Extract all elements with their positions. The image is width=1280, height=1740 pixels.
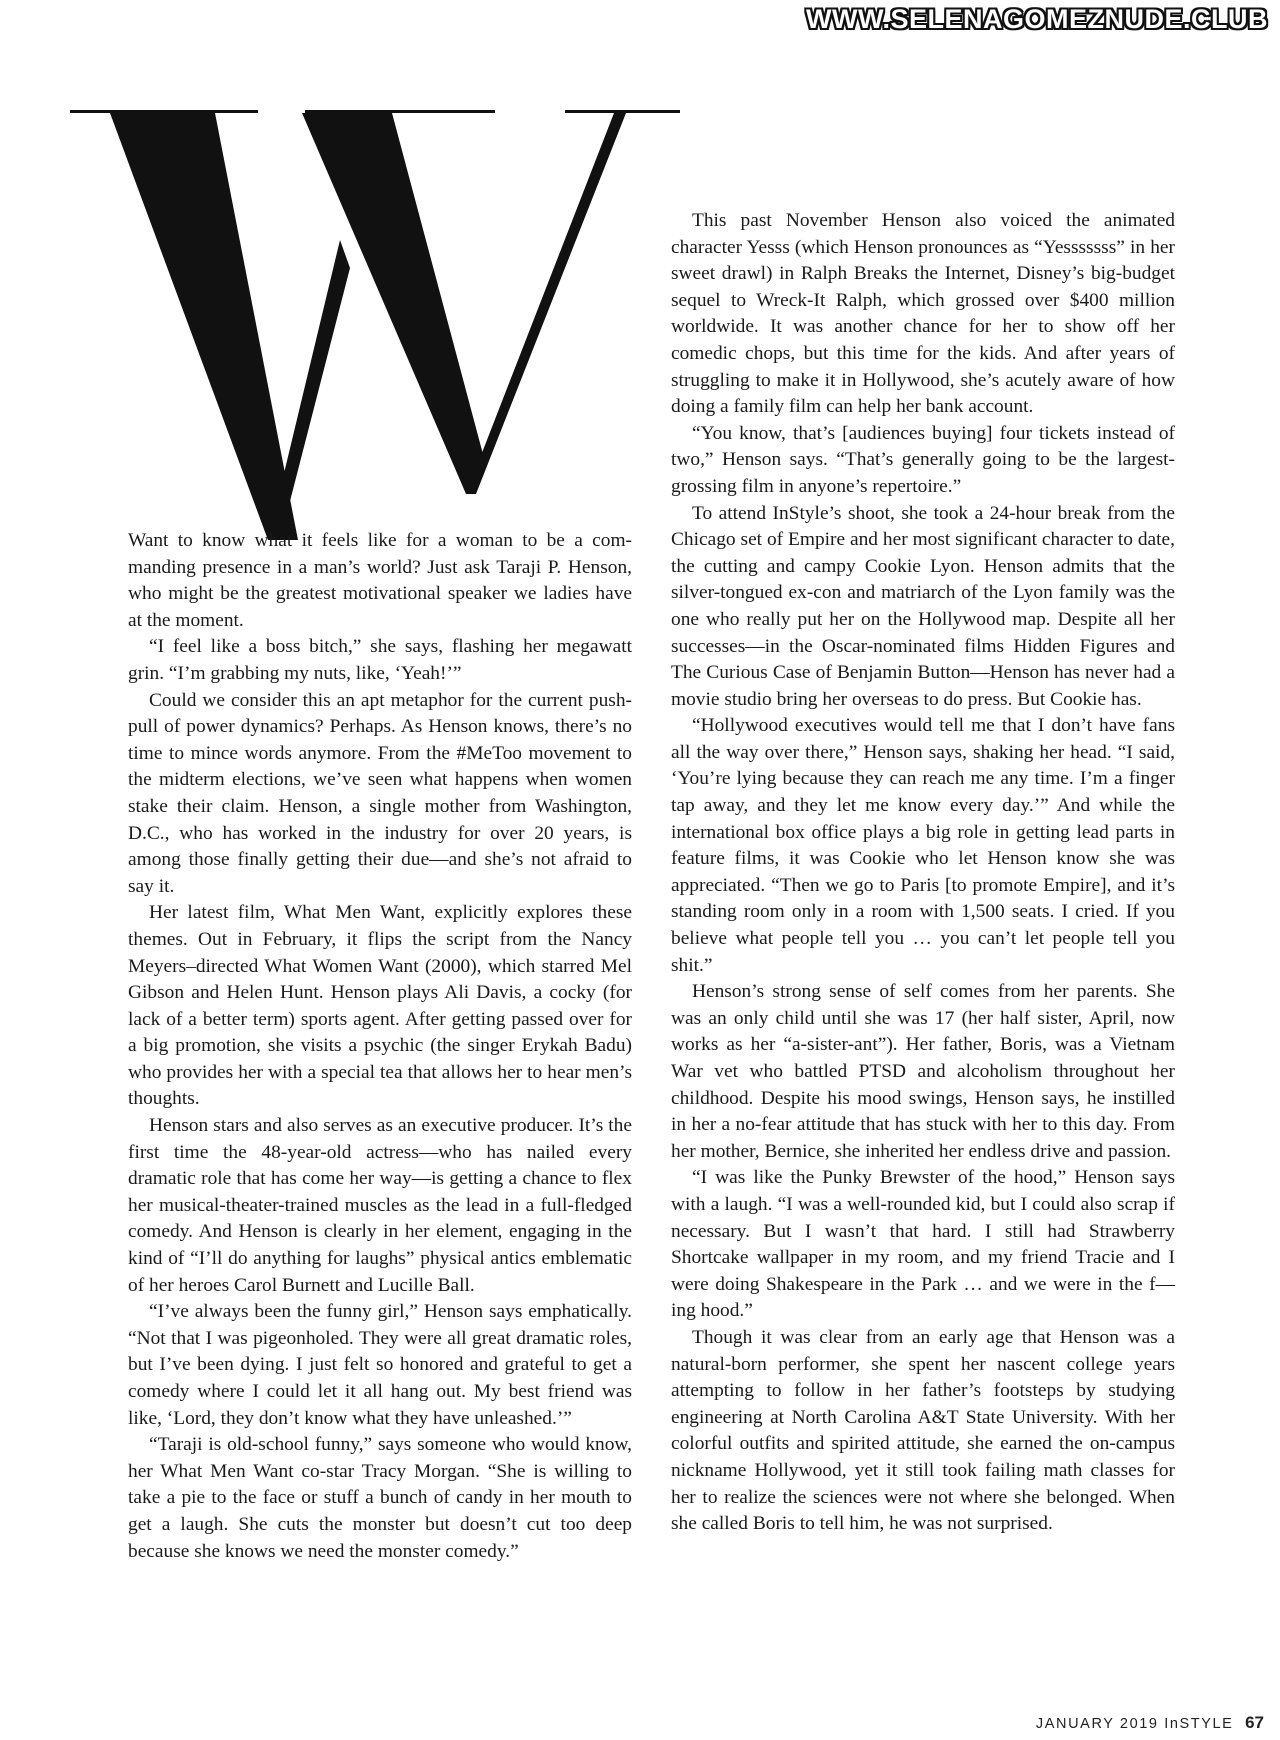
paragraph: Want to know what it feels like for a woman to be a commanding presence in a man’s world? Just ask Taraji P. Henson, who might be the greatest motivational speaker we ladies have at the moment. <box>128 530 632 631</box>
paragraph: To attend InStyle’s shoot, she took a 24-hour break from the Chicago set of Empire and her most significant character to date, the cutting and campy Cookie Lyon. Henson admits that the silver-tongued ex-con and matriarch of the Lyon family was the one who really put her on the Hollywood map. Despite all her successes—in the Oscar-nominated films Hidden Figures and The Curious Case of Benjamin Button—Henson has never had a movie studio bring her overseas to do press. But Cookie has. <box>671 502 1175 710</box>
footer-magazine: InSTYLE <box>1164 1716 1234 1732</box>
paragraph: Henson stars and also serves as an executive producer. It’s the first time the 48-year-old actress—who has nailed every dramatic role that has come her way—is getting a chance to flex her musical-theater-trained muscles as the lead in a full-fledged comedy. And Henson is clearly in her element, engaging in the kind of “I’ll do anything for laughs” physical antics emblematic of her heroes Carol Burnett and Lucille Ball. <box>128 1115 632 1296</box>
paragraph: Henson’s strong sense of self comes from her parents. She was an only child until she was 17 (her half sister, April, now works as her “a-sister-ant”). Her father, Boris, was a Vietnam War vet who battled PTSD and alcoholism throughout her childhood. Despite his mood swings, Henson says, he instilled in her a no-fear attitude that has stuck with her to this day. From her mother, Bernice, she inherited her endless drive and passion. <box>671 981 1175 1162</box>
paragraph: “I was like the Punky Brewster of the hood,” Henson says with a laugh. “I was a well-rounded kid, but I could also scrap if necessary. But I wasn’t that hard. I still had Strawberry Shortcake wallpaper in my room, and my friend Tracie and I were doing Shakespeare in the Park … and we were in the f—ing hood.” <box>671 1167 1175 1322</box>
paragraph: “I feel like a boss bitch,” she says, flashing her megawatt grin. “I’m grabbing my nuts, like, ‘Yeah!’” <box>128 636 632 684</box>
paragraph: This past November Henson also voiced the animated character Yesss (which Henson pronounces as “Yesssssss” in her sweet drawl) in Ralph Breaks the Internet, Disney’s big-budget sequel to Wreck-It Ralph, which grossed over $400 million worldwide. It was another chance for her to show off her comedic chops, but this time for the kids. And after years of struggling to make it in Hollywood, she’s acutely aware of how doing a family film can help her bank account. <box>671 210 1175 418</box>
dropcap-w <box>70 110 680 540</box>
paragraph: “You know, that’s [audiences buying] four tickets instead of two,” Henson says. “That’s generally going to be the largest-grossing film in anyone’s repertoire.” <box>671 422 1175 497</box>
page-number: 67 <box>1245 1713 1264 1732</box>
paragraph: Her latest film, What Men Want, explicitly explores these themes. Out in February, it flips the script from the Nancy Meyers–directed What Women Want (2000), which starred Mel Gibson and Helen Hunt. Henson plays Ali Davis, a cocky (for lack of a better term) sports agent. After getting passed over for a big promotion, she visits a psychic (the singer Erykah Badu) who provides her with a special tea that allows her to hear men’s thoughts. <box>128 902 632 1110</box>
paragraph: Though it was clear from an early age that Henson was a natural-born performer, she spent her nascent college years attempting to follow in her father’s footsteps by studying engineering at North Carolina A&T State University. With her colorful outfits and spirited attitude, she earned the on-campus nickname Hollywood, yet it still took failing math classes for her to realize the sciences were not where she belonged. When she called Boris to tell him, he was not surprised. <box>671 1326 1175 1535</box>
watermark: WWW.SELENAGOMEZNUDE.CLUB <box>806 4 1268 34</box>
paragraph: Could we consider this an apt metaphor for the current push-pull of power dynamics? Perhaps. As Henson knows, there’s no time to mince words anymore. From the #MeToo movement to the midterm elections, we’ve seen what happens when women stake their claim. Henson, a single mother from Washington, D.C., who has worked in the industry for over 20 years, is among those finally getting their due—and she’s not afraid to say it. <box>128 689 632 897</box>
paragraph: “Taraji is old-school funny,” says someone who would know, her What Men Want co-star Tracy Morgan. “She is willing to take a pie to the face or stuff a bunch of candy in her mouth to get a laugh. She cuts the monster but doesn’t cut too deep because she knows we need the monster comedy.” <box>128 1434 632 1562</box>
page-footer <box>1036 1713 1264 1733</box>
paragraph: “Hollywood executives would tell me that I don’t have fans all the way over there,” Henson says, shaking her head. “I said, ‘You’re lying because they can reach me any time. I’m a finger tap away, and they let me know every day.’” And while the international box office plays a big role in getting lead parts in feature films, it was Cookie who let Henson know she was appreciated. “Then we go to Paris [to promote Empire], and it’s standing room only in a room with 1,500 seats. I cried. If you believe what people tell you … you can’t let people tell you shit.” <box>671 715 1175 976</box>
article-column-right <box>671 208 1175 1538</box>
footer-issue: JANUARY 2019 <box>1035 1716 1159 1732</box>
paragraph: “I’ve always been the funny girl,” Henson says emphatically. “Not that I was pigeonholed. They were all great dramatic roles, but I’ve been dying. I just felt so honored and grateful to get a comedy where I could let it all hang out. My best friend was like, ‘Lord, they don’t know what they have unleashed.’” <box>128 1301 632 1429</box>
article-column-left <box>128 528 632 1565</box>
